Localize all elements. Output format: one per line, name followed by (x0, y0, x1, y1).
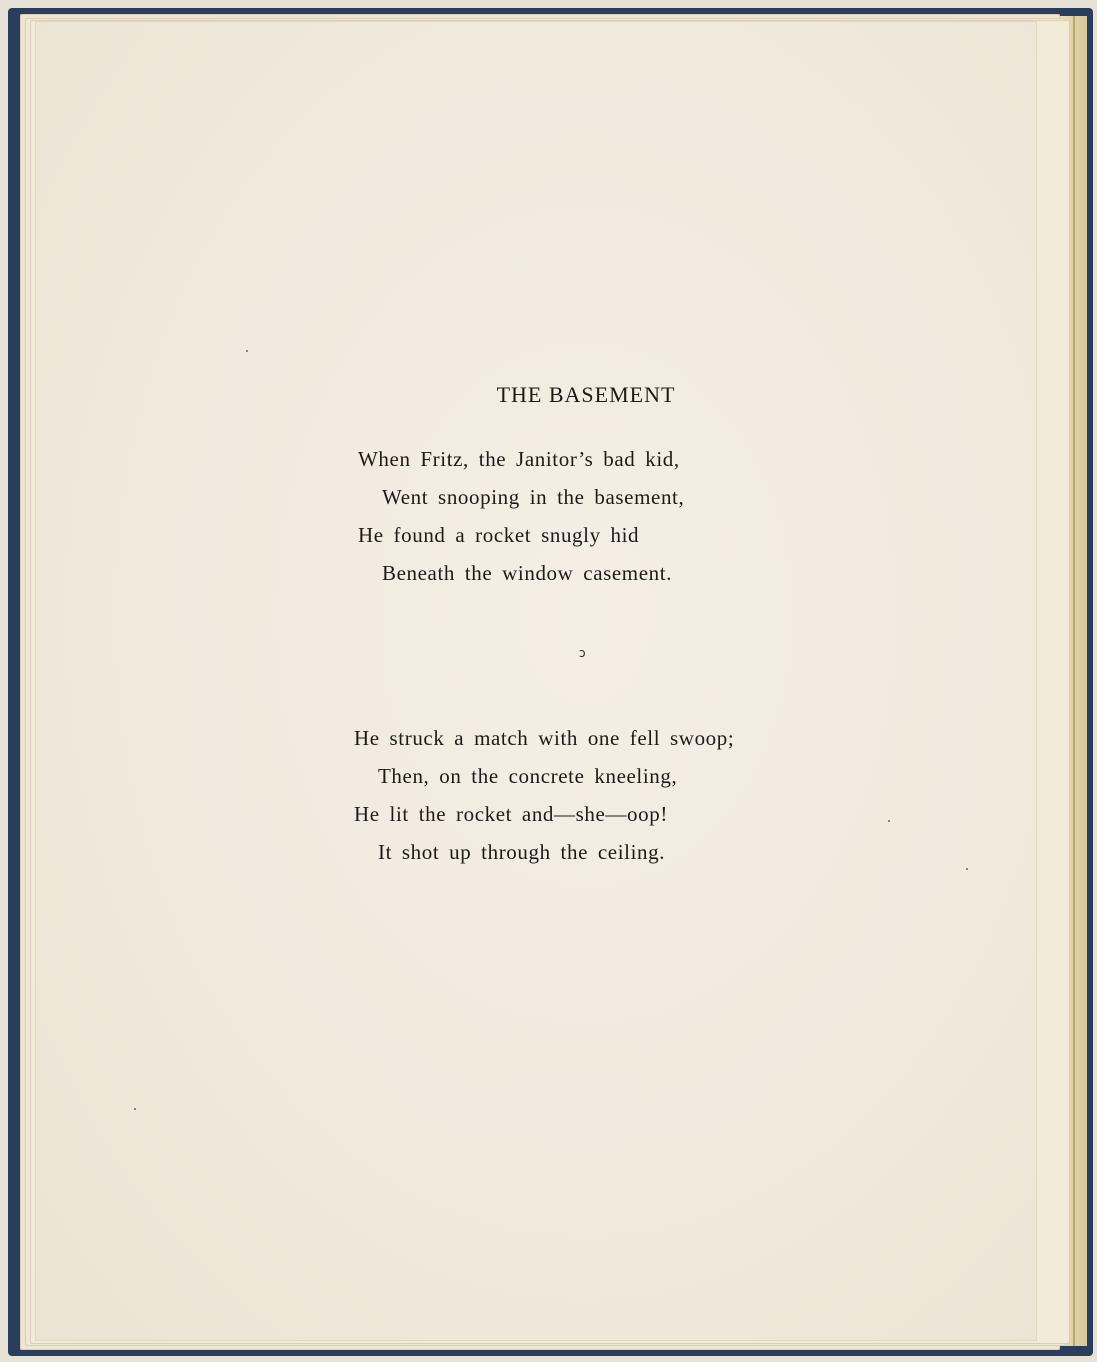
poem-line: Beneath the window casement. (382, 561, 673, 585)
poem-line: When Fritz, the Janitor’s bad kid, (358, 447, 680, 471)
paper-speck (246, 350, 248, 352)
poem-line: It shot up through the ceiling. (378, 840, 666, 864)
stanza-divider-ornament: ɔ (579, 646, 586, 660)
poem-line: He lit the rocket and—she—oop! (354, 802, 668, 826)
poem-line: He struck a match with one fell swoop; (354, 726, 735, 750)
stanza-two (354, 719, 734, 871)
paper-speck (888, 820, 890, 822)
poem-title: THE BASEMENT (496, 382, 676, 407)
poem-line: He found a rocket snugly hid (358, 523, 640, 547)
poem-line: Then, on the concrete kneeling, (378, 764, 678, 788)
stanza-one (358, 440, 684, 592)
page-gutter-line (1073, 16, 1075, 1346)
paper-speck (966, 868, 968, 870)
poem-line: Went snooping in the basement, (382, 485, 685, 509)
paper-speck (134, 1108, 136, 1110)
book-page (36, 22, 1036, 1340)
